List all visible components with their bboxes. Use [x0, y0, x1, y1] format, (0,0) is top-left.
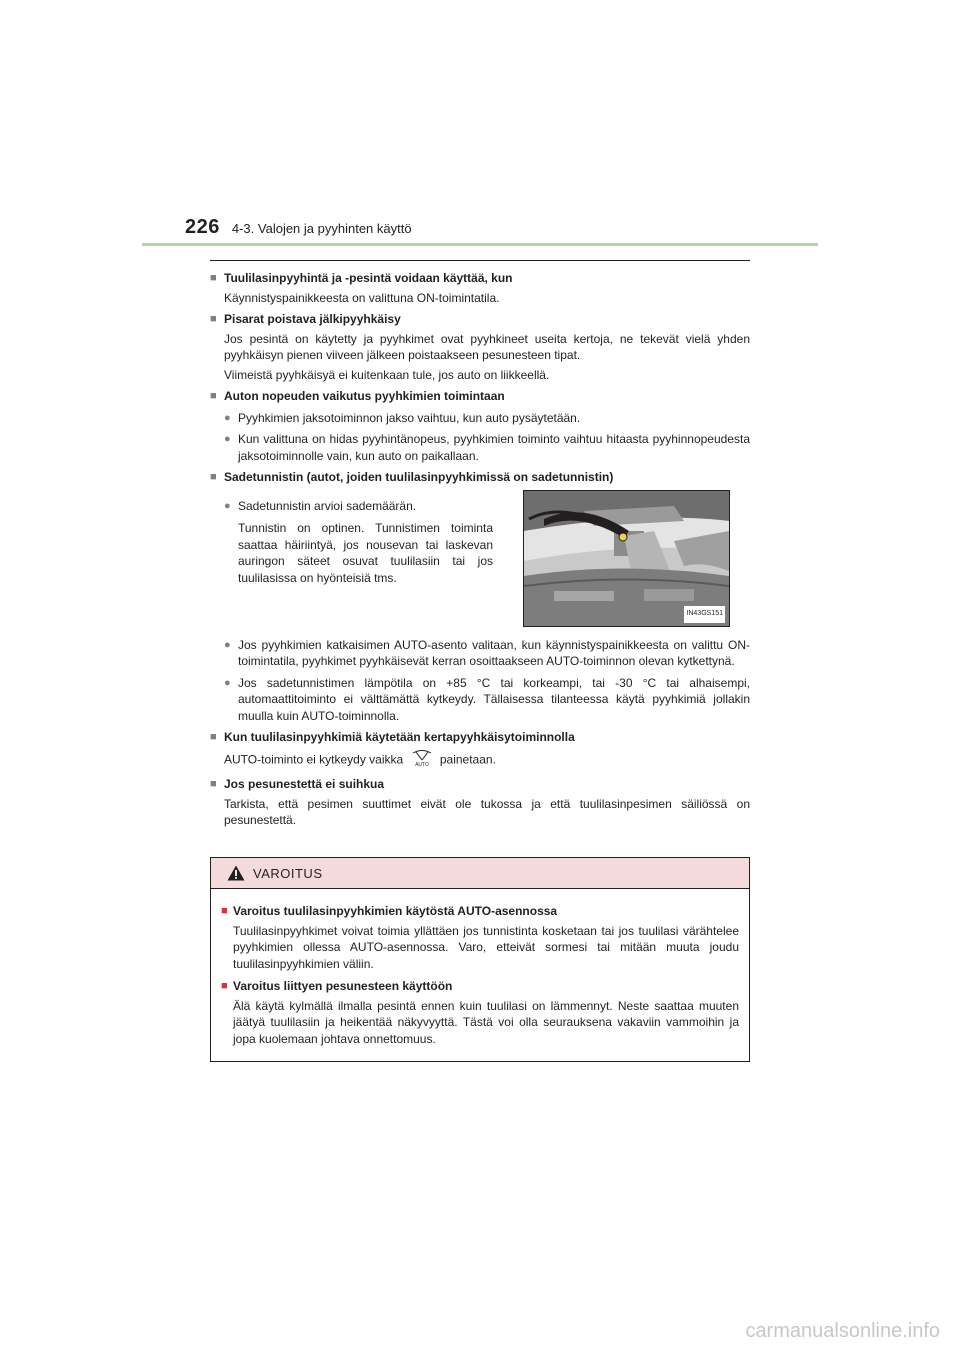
page-header: [185, 216, 412, 239]
rain-sensor-illustration: [523, 490, 730, 627]
circle-bullet-icon: ●: [224, 499, 231, 512]
heading-speed-effect: ■ Auton nopeuden vaikutus pyyhkimien toimintaan: [210, 389, 505, 403]
square-bullet-icon: ■: [210, 272, 217, 284]
paragraph: Viimeistä pyyhkäisyä ei kuitenkaan tule, jos auto on liikkeellä.: [224, 367, 550, 382]
square-bullet-icon: ■: [210, 390, 217, 402]
warning-box: [210, 857, 750, 1062]
heading-rain-sensor: ■ Sadetunnistin (autot, joiden tuulilasinpyyhkimissä on sadetunnistin): [210, 470, 614, 484]
circle-bullet-icon: ●: [224, 433, 231, 445]
circle-bullet-icon: ●: [224, 638, 231, 651]
heading-drip-wipe: ■ Pisarat poistava jälkipyyhkäisy: [210, 312, 401, 326]
warning-item-heading: ■ Varoitus tuulilasinpyyhkimien käytöstä AUTO-asennossa: [221, 904, 558, 918]
list-item: ● Jos pyyhkimien katkaisimen AUTO-asento valitaan, kun käynnistyspainikkeesta on valittu ON-toimintatila, pyyhkimet pyyhkäisevät kerran osoittaakseen AUTO-toiminnon olevan kytkettynä.: [224, 637, 750, 668]
warning-item-heading: ■ Varoitus liittyen pesunesteen käyttöön: [221, 979, 453, 993]
paragraph: Käynnistyspainikkeesta on valittuna ON-toimintatila.: [224, 290, 500, 305]
warning-header: [211, 858, 749, 889]
list-item: ● Sadetunnistin arvioi sademäärän.: [224, 498, 417, 513]
header-rule: [142, 243, 818, 246]
paragraph: Tunnistin on optinen. Tunnistimen toiminta saattaa häiriintyä, jos nousevan tai laskevan auringon säteet osuvat tuulilasiin tai jos tuulilasissa on hyönteisiä tms.: [238, 521, 493, 585]
circle-bullet-icon: ●: [224, 676, 231, 689]
warning-title: VAROITUS: [253, 865, 323, 881]
square-bullet-icon: ■: [210, 471, 217, 483]
paragraph: AUTO-toiminto ei kytkeydy vaikka AUTO painetaan.: [224, 749, 750, 772]
paragraph: Jos pesintä on käytetty ja pyyhkimet ovat pyyhkineet useita kertoja, ne tekevät vielä yhden pyyhkäisyn pienen viiveen jälkeen poistaakseen pesunesteen tipat.: [224, 331, 750, 362]
warning-body: [211, 889, 749, 1047]
warning-triangle-icon: [227, 865, 245, 881]
wiper-auto-icon: [410, 749, 434, 772]
warning-paragraph: Älä käytä kylmällä ilmalla pesintä ennen kuin tuulilasi on lämmennyt. Neste saattaa muuten jäätyä tuulilasiin ja heikentää näkyvyyttä. Tästä voi olla seurauksena vakaviin vammoihin ja jopa kuolemaan johtava onnettomuus.: [233, 998, 739, 1046]
list-item: ● Pyyhkimien jaksotoiminnon jakso vaihtuu, kun auto pysäytetään.: [224, 410, 581, 425]
list-item: ● Jos sadetunnistimen lämpötila on +85 °C tai korkeampi, tai -30 °C tai alhaisempi, automaattitoiminto ei välttämättä kytkeydy. Tällaisessa tilanteessa käytä pyyhkimiä jollakin muulla kuin AUTO-toiminnolla.: [224, 675, 750, 723]
content: [210, 270, 750, 829]
square-bullet-icon: ■: [210, 778, 217, 790]
heading-single-wipe: ■ Kun tuulilasinpyyhkimiä käytetään kertapyyhkäisytoiminnolla: [210, 730, 575, 744]
footer-watermark: carmanualsonline.info: [745, 1320, 940, 1342]
square-bullet-icon: ■: [221, 905, 228, 917]
circle-bullet-icon: ●: [224, 411, 231, 424]
section-title: 4-3. Valojen ja pyyhinten käyttö: [231, 221, 412, 236]
heading-no-washer-fluid: ■ Jos pesunestettä ei suihkua: [210, 777, 385, 791]
rain-sensor-block: [210, 490, 750, 627]
svg-text:AUTO: AUTO: [414, 761, 429, 767]
square-bullet-icon: ■: [221, 980, 228, 992]
square-bullet-icon: ■: [210, 731, 217, 743]
paragraph: Tarkista, että pesimen suuttimet eivät ole tukossa ja että tuulilasinpesimen säiliössä on pesunestettä.: [224, 796, 750, 827]
image-code: IN43GS151: [684, 606, 725, 623]
content-rule: [210, 260, 750, 261]
warning-paragraph: Tuulilasinpyyhkimet voivat toimia yllättäen jos tunnistinta kosketaan tai jos tuulilasi värähtelee pyyhkimien ollessa AUTO-asennossa. Varo, etteivät sormesi tai mitään muuta joudu tuulilasinpyyhkimien väliin.: [233, 923, 739, 971]
list-item: ● Kun valittuna on hidas pyyhintänopeus, pyyhkimien toiminto vaihtuu hitaasta pyyhinnopeudesta jaksotoiminnolle vain, kun auto on paikallaan.: [224, 432, 750, 463]
heading-wiper-usable: ■ Tuulilasinpyyhintä ja -pesintä voidaan käyttää, kun: [210, 271, 513, 285]
square-bullet-icon: ■: [210, 313, 217, 325]
page-number: 226: [185, 216, 220, 238]
